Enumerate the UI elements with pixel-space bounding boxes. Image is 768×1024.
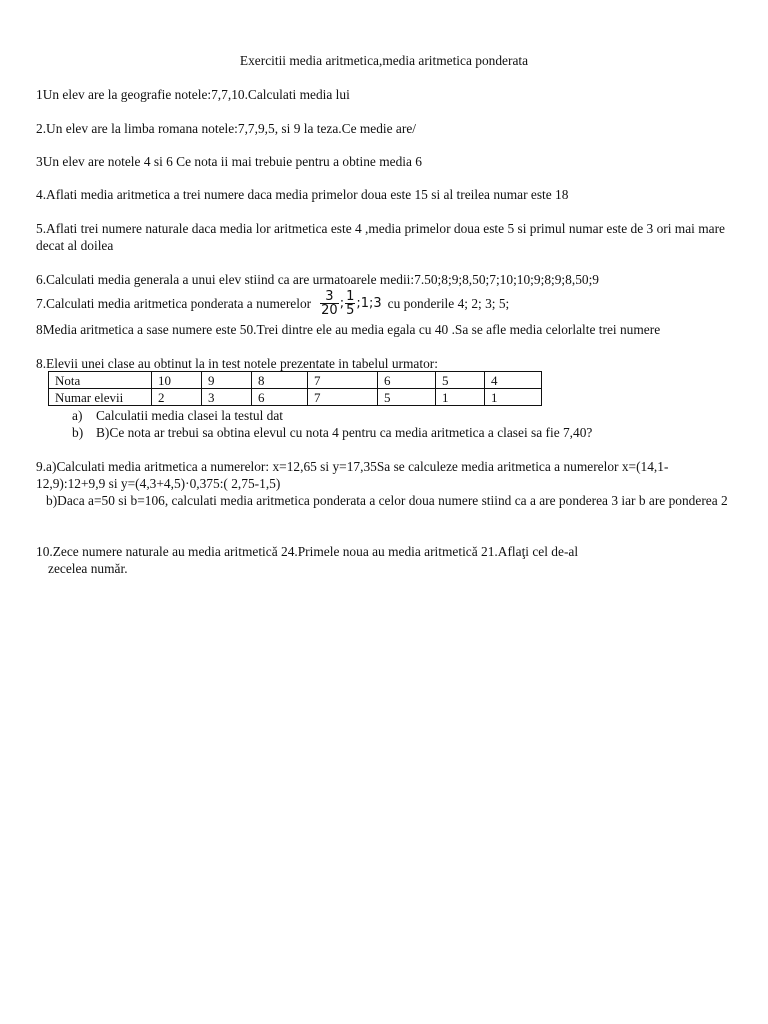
- extra-values: ;1;3: [356, 295, 382, 311]
- page-title: Exercitii media aritmetica,media aritmetica ponderata: [239, 53, 529, 68]
- table-cell: 8: [252, 372, 308, 389]
- exercise-2: 2.Un elev are la limba romana notele:7,7,9,5, si 9 la teza.Ce medie are/: [36, 121, 416, 136]
- table-row: [49, 372, 542, 389]
- table-row: [49, 389, 542, 406]
- fraction-numerator: 1: [346, 288, 355, 304]
- exercise-3: 3Un elev are notele 4 si 6 Ce nota ii mai trebuie pentru a obtine media 6: [36, 154, 422, 169]
- table-cell: 10: [152, 372, 202, 389]
- table-cell: 6: [378, 372, 436, 389]
- exercise-4: 4.Aflati media aritmetica a trei numere daca media primelor doua este 15 si al treilea numar este 18: [36, 187, 569, 202]
- list-item-text: B)Ce nota ar trebui sa obtina elevul cu nota 4 pentru ca media aritmetica a clasei sa fie 7,40?: [96, 425, 593, 440]
- table-cell: 1: [485, 389, 542, 406]
- list-item: [72, 407, 283, 424]
- separator: ;: [339, 295, 345, 311]
- table-cell: Nota: [49, 372, 152, 389]
- exercise-9b: b)Daca a=50 si b=106, calculati media aritmetica ponderata a celor doua numere stiind ca a are ponderea 3 iar b are ponderea 2: [46, 493, 728, 508]
- exercise-7: [36, 288, 509, 318]
- exercise-1: 1Un elev are la geografie notele:7,7,10.Calculati media lui: [36, 87, 350, 102]
- table-cell: 5: [436, 372, 485, 389]
- exercise-10-line-2: zecelea număr.: [48, 561, 128, 576]
- table-cell: 1: [436, 389, 485, 406]
- fraction-3-20: [320, 290, 339, 317]
- exercise-5: 5.Aflati trei numere naturale daca media lor aritmetica este 4 ,media primelor doua este 5 si primul numar este de 3 ori mai mare decat al doilea: [36, 221, 725, 253]
- table-cell: 7: [308, 372, 378, 389]
- exercise-7-lead: 7.Calculati media aritmetica ponderata a numerelor: [36, 295, 312, 311]
- table-cell: Numar elevii: [49, 389, 152, 406]
- weights-text: cu ponderile 4; 2; 3; 5;: [387, 295, 510, 311]
- exercise-8a: 8Media aritmetica a sase numere este 50.Trei dintre ele au media egala cu 40 .Sa se afle media celorlalte trei numere: [36, 322, 661, 337]
- table-cell: 3: [202, 389, 252, 406]
- grades-table: [48, 371, 542, 406]
- table-cell: 7: [308, 389, 378, 406]
- table-cell: 4: [485, 372, 542, 389]
- table-cell: 9: [202, 372, 252, 389]
- table-cell: 2: [152, 389, 202, 406]
- table-cell: 5: [378, 389, 436, 406]
- exercise-6: 6.Calculati media generala a unui elev stiind ca are urmatoarele medii:7.50;8;9;8,50;7;10;10;9;8;9;8,50;9: [36, 272, 599, 287]
- table-cell: 6: [252, 389, 308, 406]
- list-marker: a): [72, 408, 83, 423]
- list-item: [72, 424, 592, 441]
- exercise-9a: 9.a)Calculati media aritmetica a numerelor: x=12,65 si y=17,35Sa se calculeze media aritmetica a numerelor x=(14,1-12,9):12+9,9 si y=(4,3+4,5)·0,375:( 2,75-1,5): [36, 459, 669, 491]
- fraction-1-5: [345, 290, 355, 317]
- exercise-10-line-1: 10.Zece numere naturale au media aritmetică 24.Primele noua au media aritmetică 21.Aflaţi cel de-al: [36, 544, 579, 559]
- fraction-denominator: 5: [346, 302, 355, 318]
- list-item-text: Calculatii media clasei la testul dat: [96, 408, 284, 423]
- list-marker: b): [72, 425, 84, 440]
- fraction-numerator: 3: [320, 290, 339, 304]
- exercise-8b-intro: 8.Elevii unei clase au obtinut la in test notele prezentate in tabelul urmator:: [36, 356, 438, 371]
- fraction-denominator: 20: [321, 302, 338, 318]
